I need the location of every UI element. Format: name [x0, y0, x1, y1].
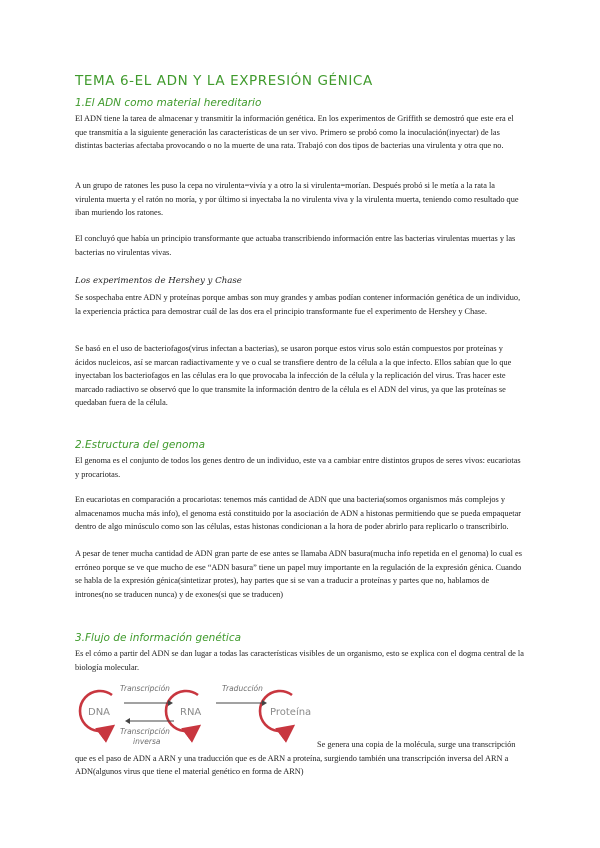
node-protein: Proteína: [270, 707, 312, 718]
paragraph: En eucariotas en comparación a procariotas: tenemos más cantidad de ADN que una bacteria(somos organismos más complejos y almacenamos mucha más info), el genoma está constituido por la asociación de ADN a histonas permitiendo que se pueda empaquetar dentro de algo minúsculo como son las células, estas histonas condicionan a la hora de poder abrirlo para replicarlo o transcribirlo.: [75, 495, 522, 531]
paragraph: El genoma es el conjunto de todos los genes dentro de un individuo, este va a cambiar entre distintos grupos de seres vivos: eucariotas y procariotas.: [75, 456, 521, 479]
subsection-heading: Los experimentos de Hershey y Chase: [75, 276, 242, 286]
label-translation: Traducción: [222, 684, 263, 693]
paragraph: Se sospechaba entre ADN y proteínas porque ambas son muy grandes y ambas podían contener información genética de un individuo, la experiencia práctica para demostrar cuál de las dos era el principio transformante fue el experimento de Hershey y Chase.: [75, 293, 521, 316]
node-rna: RNA: [180, 707, 202, 718]
section-heading-3: 3.Flujo de información genética: [75, 632, 242, 644]
paragraph: A pesar de tener mucha cantidad de ADN gran parte de ese antes se llamaba ADN basura(mucha info repetida en el genoma) lo cual es erróneo porque se ve que mucho de ese “ADN basura” tiene un papel muy importante en la regulación de la expresión génica. Cuando se habla de la expresión génica(sintetizar protes), hay partes que si se van a traducir a proteínas y partes que no, hablamos de intrones(no se traducen nunca) y de exones(si que se traducen): [75, 549, 522, 599]
page-title: TEMA 6-EL ADN Y LA EXPRESIÓN GÉNICA: [75, 73, 373, 89]
diagram-caption: Se genera una copia de la molécula, surge una transcripción que es el paso de ADN a ARN y una traducción que es de ARN a proteína, surgiendo también una transcripción inversa del ARN a ADN(algunos virus que tiene el material genético en forma de ARN): [75, 740, 516, 776]
label-reverse-transcription-2: inversa: [133, 737, 161, 746]
paragraph: El concluyó que había un principio transformante que actuaba transcribiendo información entre las bacterias virulentas muertas y las bacterias no virulentas vivas.: [75, 234, 516, 257]
label-transcription: Transcripción: [120, 684, 170, 693]
paragraph: A un grupo de ratones les puso la cepa no virulenta=vivía y a otro la si virulenta=morían. Después probó si le metía a la rata la virulenta muerta y el ratón no moría, y por último si inyectaba la no virulenta viva y la virulenta muerta, teniendo como resultado que iban muriendo los ratones.: [75, 181, 519, 217]
node-dna: DNA: [88, 707, 111, 718]
label-reverse-transcription-1: Transcripción: [120, 727, 170, 736]
paragraph: Se basó en el uso de bacteriofagos(virus infectan a bacterias), se usaron porque estos virus solo están compuestos por proteínas y ácidos nucleicos, así se marcan radiactivamente y ve o cual se transfiere dentro de la célula a la que infecto. Ellos sabían que lo que inyectaban los bacteriofagos en las células era lo que provocaba la infección de la célula y la replicación del virus. Tras hacer este marcado radiactivo se observó que lo que transmite la información dentro de la célula es el ADN del virus, ya que las proteínas se quedaban fuera de la célula.: [75, 344, 512, 407]
section-heading-1: 1.El ADN como material hereditario: [75, 97, 262, 109]
section-heading-2: 2.Estructura del genoma: [75, 439, 206, 451]
paragraph: El ADN tiene la tarea de almacenar y transmitir la información genética. En los experimentos de Griffith se demostró que este era el que transmitía a la siguiente generación las características de un ser vivo. Primero se probó como la inoculación(inyectar) de las distintas bacterias afectaba provocando o no la muerte de una rata. Trabajó con dos tipos de bacterias una virulenta y otra que no.: [75, 114, 514, 150]
paragraph: Es el cómo a partir del ADN se dan lugar a todas las características visibles de un organismo, esto se explica con el dogma central de la biología molecular.: [75, 649, 524, 672]
